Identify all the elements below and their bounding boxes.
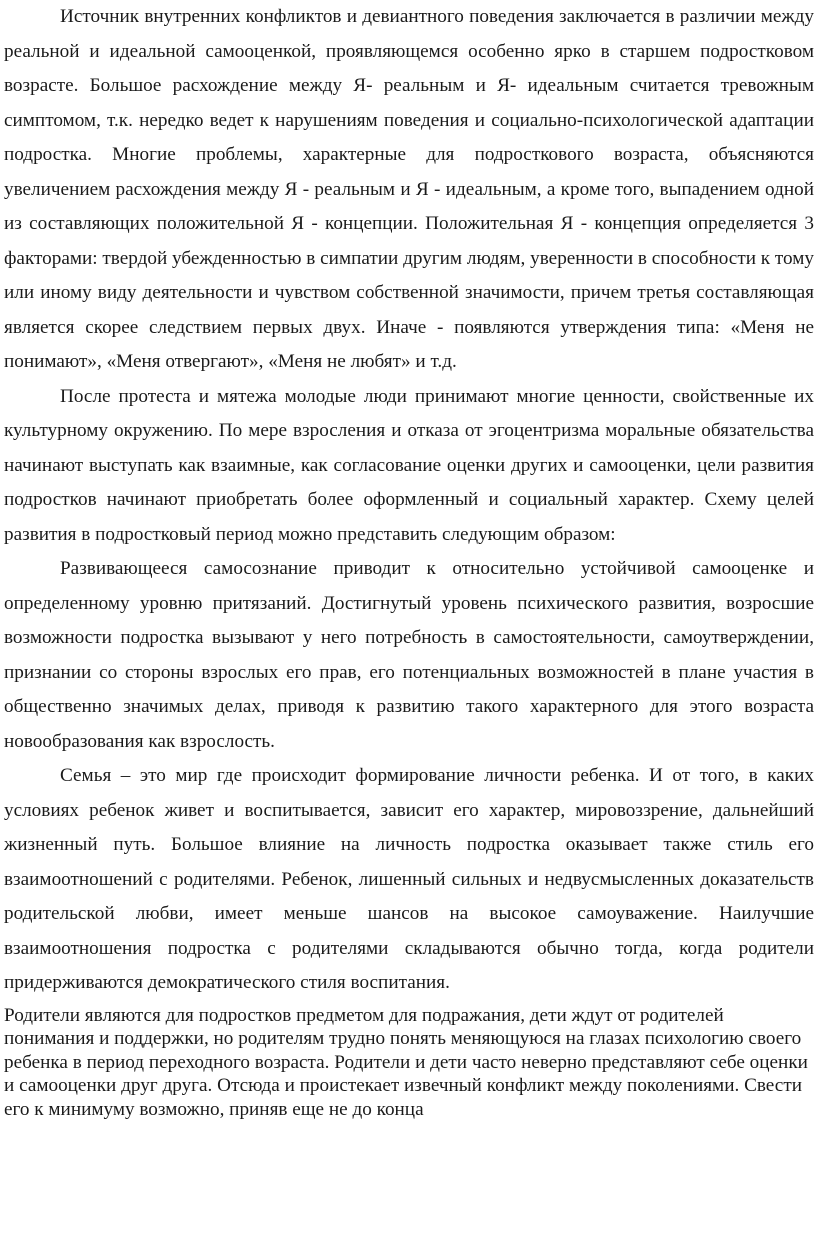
document-page xyxy=(4,0,814,1121)
paragraph-family: Семья – это мир где происходит формирование личности ребенка. И от того, в каких условиях ребенок живет и воспитывается, зависит его характер, мировоззрение, дальнейший жизненный путь. Большое влияние на личность подростка оказывает также стиль его взаимоотношений с родителями. Ребенок, лишенный сильных и недвусмысленных доказательств родительской любви, имеет меньше шансов на высокое самоуважение. Наилучшие взаимоотношения подростка с родителями складываются обычно тогда, когда родители придерживаются демократического стиля воспитания. xyxy=(4,765,814,993)
paragraph-self-awareness: Развивающееся самосознание приводит к относительно устойчивой самооценке и определенному уровню притязаний. Достигнутый уровень психического развития, возросшие возможности подростка вызывают у него потребность в самостоятельности, самоутверждении, признании со стороны взрослых его прав, его потенциальных возможностей в плане участия в общественно значимых делах, приводя к развитию такого характерного для этого возраста новообразования как взрослость. xyxy=(4,558,814,752)
paragraph-protest-and-values: После протеста и мятежа молодые люди принимают многие ценности, свойственные их культурному окружению. По мере взросления и отказа от эгоцентризма моральные обязательства начинают выступать как взаимные, как согласование оценки других и самооценки, цели развития подростков начинают приобретать более оформленный и социальный характер. Схему целей развития в подростковый период можно представить следующим образом: xyxy=(4,385,814,545)
paragraph-parents: Родители являются для подростков предметом для подражания, дети ждут от родителей понимания и поддержки, но родителям трудно понять меняющуюся на глазах психологию своего ребенка в период переходного возраста. Родители и дети часто неверно представляют себе оценки и самооценки друг друга. Отсюда и проистекает извечный конфликт между поколениями. Свести его к минимуму возможно, приняв еще не до конца xyxy=(4,1004,808,1120)
paragraph-internal-conflicts: Источник внутренних конфликтов и девиантного поведения заключается в различии между реальной и идеальной самооценкой, проявляющемся особенно ярко в старшем подростковом возрасте. Большое расхождение между Я- реальным и Я- идеальным считается тревожным симптомом, т.к. нередко ведет к нарушениям поведения и социально-психологической адаптации подростка. Многие проблемы, характерные для подросткового возраста, объясняются увеличением расхождения между Я - реальным и Я - идеальным, а кроме того, выпадением одной из составляющих положительной Я - концепции. Положительная Я - концепция определяется 3 факторами: твердой убежденностью в симпатии другим людям, уверенности в способности к тому или иному виду деятельности и чувством собственной значимости, причем третья составляющая является скорее следствием первых двух. Иначе - появляются утверждения типа: «Меня не понимают», «Меня отвергают», «Меня не любят» и т.д. xyxy=(4,6,814,372)
